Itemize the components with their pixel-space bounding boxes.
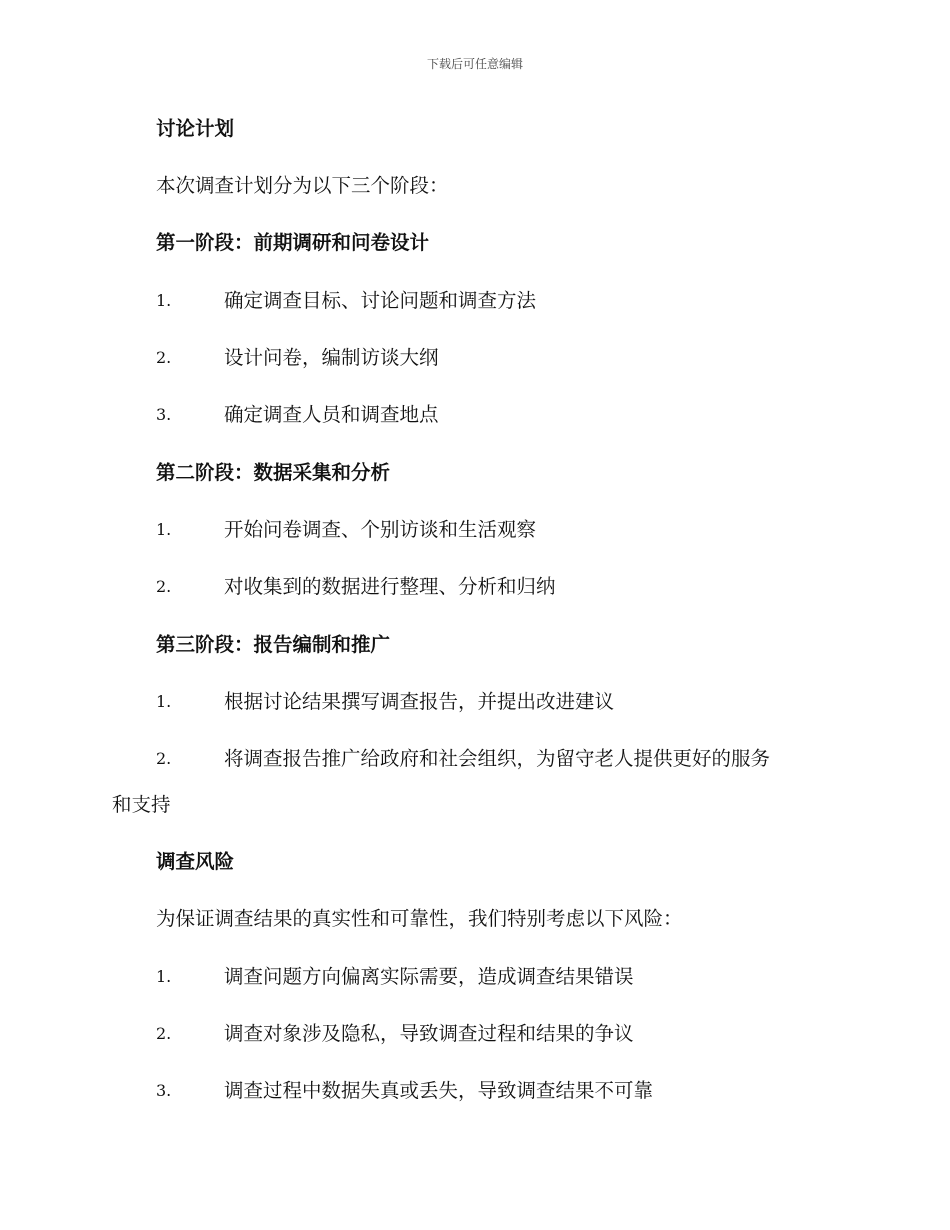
phase-2-title: 第二阶段：数据采集和分析 <box>156 461 391 484</box>
list-item-text: 调查问题方向偏离实际需要，造成调查结果错误 <box>224 965 634 988</box>
list-item-text: 将调查报告推广给政府和社会组织，为留守老人提供更好的服务 <box>224 747 771 770</box>
section-title-plan: 讨论计划 <box>156 117 235 140</box>
list-item-text: 根据讨论结果撰写调查报告，并提出改进建议 <box>224 690 615 713</box>
list-item-number: 3. <box>156 405 172 424</box>
list-item-text: 设计问卷，编制访谈大纲 <box>224 346 439 369</box>
plan-intro: 本次调查计划分为以下三个阶段： <box>156 174 449 197</box>
list-item-number: 2. <box>156 348 172 367</box>
phase-1-title: 第一阶段：前期调研和问卷设计 <box>156 231 430 254</box>
risk-intro: 为保证调查结果的真实性和可靠性，我们特别考虑以下风险： <box>156 907 683 930</box>
list-item-number: 1. <box>156 967 172 986</box>
list-item-continuation: 和支持 <box>112 793 171 816</box>
list-item-number: 1. <box>156 692 172 711</box>
list-item-number: 1. <box>156 291 172 310</box>
list-item-text: 确定调查目标、讨论问题和调查方法 <box>224 289 537 312</box>
list-item-number: 1. <box>156 520 172 539</box>
phase-3-title: 第三阶段：报告编制和推广 <box>156 633 391 656</box>
list-item-text: 调查对象涉及隐私，导致调查过程和结果的争议 <box>224 1022 634 1045</box>
page-header-note: 下载后可任意编辑 <box>426 57 523 71</box>
list-item-text: 调查过程中数据失真或丢失，导致调查结果不可靠 <box>224 1079 654 1102</box>
list-item-text: 开始问卷调查、个别访谈和生活观察 <box>224 518 537 541</box>
list-item-number: 2. <box>156 1024 172 1043</box>
list-item-text: 确定调查人员和调查地点 <box>224 403 439 426</box>
section-title-risk: 调查风险 <box>156 850 235 873</box>
list-item-text: 对收集到的数据进行整理、分析和归纳 <box>224 575 556 598</box>
list-item-number: 2. <box>156 577 172 596</box>
list-item-number: 3. <box>156 1081 172 1100</box>
list-item-number: 2. <box>156 749 172 768</box>
